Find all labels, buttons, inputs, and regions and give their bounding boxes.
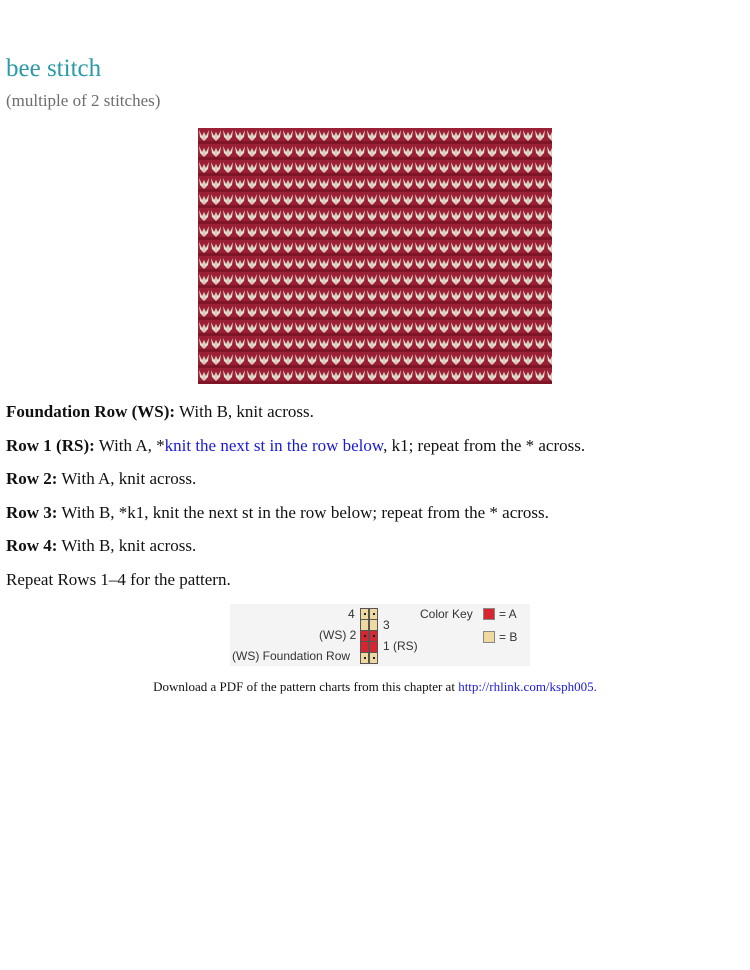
row-1-instruction: Row 1 (RS): With A, *knit the next st in the row below, k1; repeat from the * across. xyxy=(6,436,586,455)
chart-row-3-label: 3 xyxy=(383,618,390,632)
chart-row-1-label: 1 (RS) xyxy=(383,639,418,653)
pattern-subtitle: (multiple of 2 stitches) xyxy=(6,91,161,110)
color-a-label: = A xyxy=(499,607,517,621)
stitch-chart xyxy=(230,604,530,666)
color-key-title: Color Key xyxy=(420,607,473,621)
chart-foundation-label: (WS) Foundation Row xyxy=(232,649,351,663)
chart-grid xyxy=(360,608,380,662)
knit-swatch-photo xyxy=(198,128,552,384)
color-b-swatch xyxy=(483,631,495,643)
color-b-label: = B xyxy=(499,630,518,644)
chart-row-4-label: 4 xyxy=(348,607,355,621)
row-3-instruction: Row 3: With B, *k1, knit the next st in the row below; repeat from the * across. xyxy=(6,503,549,522)
technique-link[interactable]: knit the next st in the row below xyxy=(164,436,384,455)
pattern-title: bee stitch xyxy=(6,55,102,82)
chart-row-2-label: (WS) 2 xyxy=(319,628,357,642)
repeat-instruction: Repeat Rows 1–4 for the pattern. xyxy=(6,570,231,589)
row-4-instruction: Row 4: With B, knit across. xyxy=(6,536,197,555)
row-2-instruction: Row 2: With A, knit across. xyxy=(6,469,197,488)
download-caption: Download a PDF of the pattern charts from this chapter at http://rhlink.com/ksph005. xyxy=(153,679,597,694)
download-link[interactable]: http://rhlink.com/ksph005. xyxy=(458,679,597,694)
foundation-row-instruction: Foundation Row (WS): With B, knit across. xyxy=(6,402,314,421)
color-a-swatch xyxy=(483,608,495,620)
